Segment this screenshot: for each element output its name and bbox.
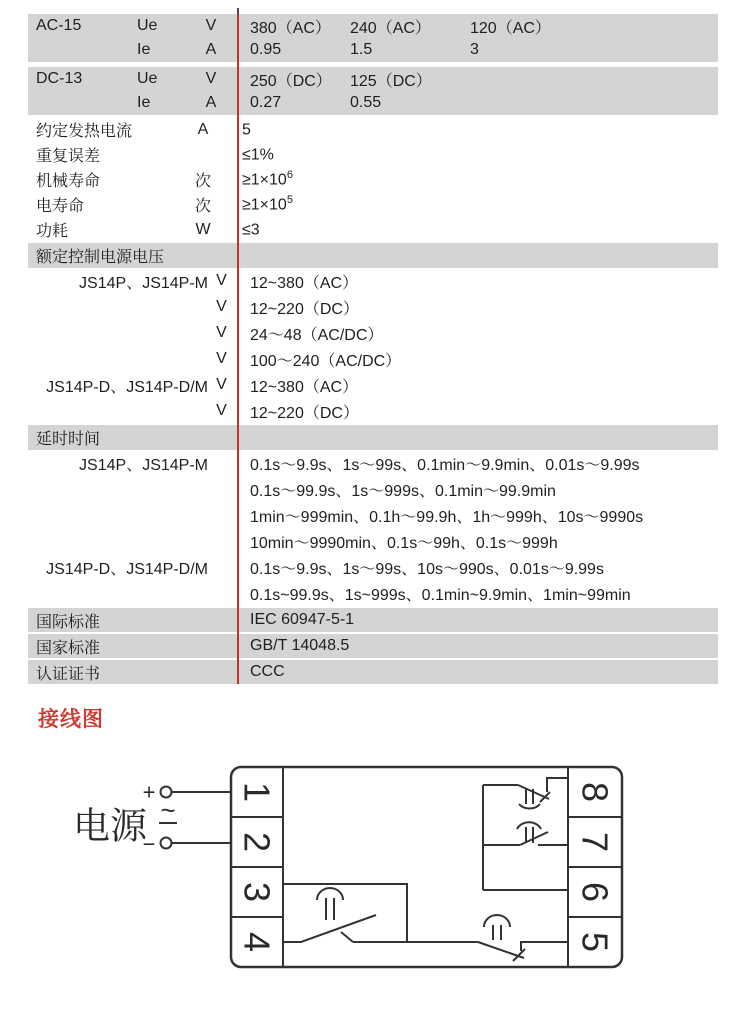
table-row: [28, 38, 718, 62]
cell-unit: V: [216, 272, 227, 289]
table-row: [28, 398, 718, 424]
cell-unit: V: [205, 17, 217, 34]
cell-label: 功耗: [36, 223, 69, 240]
cell-model: JS14P-D、JS14P-D/M: [46, 560, 208, 578]
relay-body-outline: [231, 767, 622, 967]
wiring-diagram-title: 接线图: [38, 708, 104, 731]
table-row: [28, 142, 718, 167]
section-header-rated-voltage: 额定控制电源电压: [28, 243, 718, 268]
table-row: [28, 117, 718, 142]
terminal-8-label: 8: [574, 781, 616, 803]
terminal-1-label: 1: [236, 781, 278, 803]
terminal-4-label: 4: [236, 931, 278, 953]
cell-param: Ie: [137, 41, 151, 58]
cell-param: Ie: [137, 94, 151, 111]
cell-value: 240（AC）: [350, 19, 431, 37]
table-row: [28, 294, 718, 320]
terminal-6-label: 6: [574, 881, 616, 903]
cell-value: 12~380（AC）: [250, 274, 359, 292]
cell-value: 0.1s～99.9s、1s～999s、0.1min～99.9min: [250, 482, 556, 500]
spec-band-ac15: [28, 14, 718, 62]
cell-value: 0.1s～9.9s、1s～99s、10s～990s、0.01s～9.99s: [250, 560, 604, 578]
power-terminal-minus-icon: [161, 838, 172, 849]
cell-label: 电寿命: [36, 198, 85, 215]
cell-value: 5: [242, 121, 251, 139]
spec-table: [0, 14, 750, 686]
cell-unit: A: [205, 94, 217, 111]
table-row: [28, 217, 718, 242]
table-row: [28, 192, 718, 217]
cell-value: CCC: [250, 663, 285, 680]
cell-value: 380（AC）: [250, 19, 331, 37]
cell-value: 0.95: [250, 41, 282, 58]
section-header-delay-time: 延时时间: [28, 425, 718, 450]
wiring-diagram: [0, 740, 750, 1026]
cell-unit: W: [195, 220, 211, 238]
cell-value: 10min～9990min、0.1s～99h、0.1s～999h: [250, 534, 558, 552]
cell-value: GB/T 14048.5: [250, 637, 350, 654]
cell-label: 国际标准: [36, 613, 101, 631]
table-row: [28, 372, 718, 398]
cell-value: $\ge 1\times 10^5$: [242, 194, 293, 214]
cell-value: 0.27: [250, 94, 282, 111]
table-row-certification: [28, 660, 718, 684]
table-row: [28, 346, 718, 372]
cell-unit: V: [205, 70, 217, 87]
ac-tilde-sign: ~: [160, 795, 176, 825]
cell-value: 3: [470, 41, 479, 58]
cell-category: DC-13: [36, 70, 83, 87]
cell-value: 125（DC）: [350, 72, 432, 90]
terminal-7-label: 7: [574, 831, 616, 853]
cell-unit: 次: [194, 173, 211, 190]
table-row: [28, 320, 718, 346]
cell-value: 24～48（AC/DC）: [250, 326, 384, 344]
cell-model: JS14P、JS14P-M: [79, 274, 208, 292]
cell-unit: A: [197, 120, 209, 138]
cell-value: 100～240（AC/DC）: [250, 352, 402, 370]
table-row: [28, 476, 718, 502]
cell-value: 0.1s~99.9s、1s~999s、0.1min~9.9min、1min~99min: [250, 586, 631, 604]
cell-param: Ue: [137, 70, 158, 87]
cell-label: 认证证书: [36, 665, 101, 683]
cell-category: AC-15: [36, 17, 82, 34]
cell-label: 重复误差: [36, 148, 101, 165]
red-column-divider: [237, 14, 239, 684]
cell-unit: V: [216, 376, 227, 393]
cell-unit: V: [216, 324, 227, 341]
cell-value: ≤3: [242, 221, 260, 239]
spec-band-dc13: [28, 67, 718, 115]
table-row: [28, 554, 718, 580]
terminal-3-label: 3: [236, 881, 278, 903]
cell-value: 1.5: [350, 41, 373, 58]
cell-label: 机械寿命: [36, 173, 101, 190]
cell-value: 1min～999min、0.1h～99.9h、1h～999h、10s～9990s: [250, 508, 644, 526]
table-row: [28, 450, 718, 476]
cell-model: JS14P、JS14P-M: [79, 456, 208, 474]
cell-value: 12~380（AC）: [250, 378, 359, 396]
cell-value: 0.55: [350, 94, 382, 111]
cell-value: 120（AC）: [470, 19, 551, 37]
table-row: [28, 67, 718, 91]
cell-value: IEC 60947-5-1: [250, 611, 355, 628]
table-row: [28, 167, 718, 192]
cell-value: $\ge 1\times 10^6$: [242, 169, 293, 189]
cell-param: Ue: [137, 17, 158, 34]
table-row-standard-national: [28, 634, 718, 658]
table-row: [28, 14, 718, 38]
cell-value: 0.1s～9.9s、1s～99s、0.1min～9.9min、0.01s～9.99s: [250, 456, 640, 474]
terminal-5-label: 5: [574, 931, 616, 953]
cell-unit: V: [216, 350, 227, 367]
terminal-2-label: 2: [236, 831, 278, 853]
cell-unit: A: [205, 41, 217, 58]
plus-sign: +: [142, 779, 156, 805]
cell-label: 约定发热电流: [36, 123, 133, 140]
table-row: [28, 502, 718, 528]
cell-label: 国家标准: [36, 639, 101, 657]
cell-value: 12~220（DC）: [250, 300, 359, 318]
cell-model: JS14P-D、JS14P-D/M: [46, 378, 208, 396]
table-row: [28, 528, 718, 554]
cell-unit: V: [216, 298, 227, 315]
table-row: [28, 91, 718, 115]
cell-value: ≤1%: [242, 146, 274, 164]
cell-unit: V: [216, 402, 227, 419]
table-row-standard-intl: [28, 608, 718, 632]
minus-sign: −: [142, 831, 156, 857]
power-source-label: 电源: [73, 805, 147, 847]
cell-value: 250（DC）: [250, 72, 332, 90]
table-row: [28, 580, 718, 606]
table-row: [28, 268, 718, 294]
cell-value: 12~220（DC）: [250, 404, 359, 422]
cell-unit: 次: [194, 198, 211, 215]
